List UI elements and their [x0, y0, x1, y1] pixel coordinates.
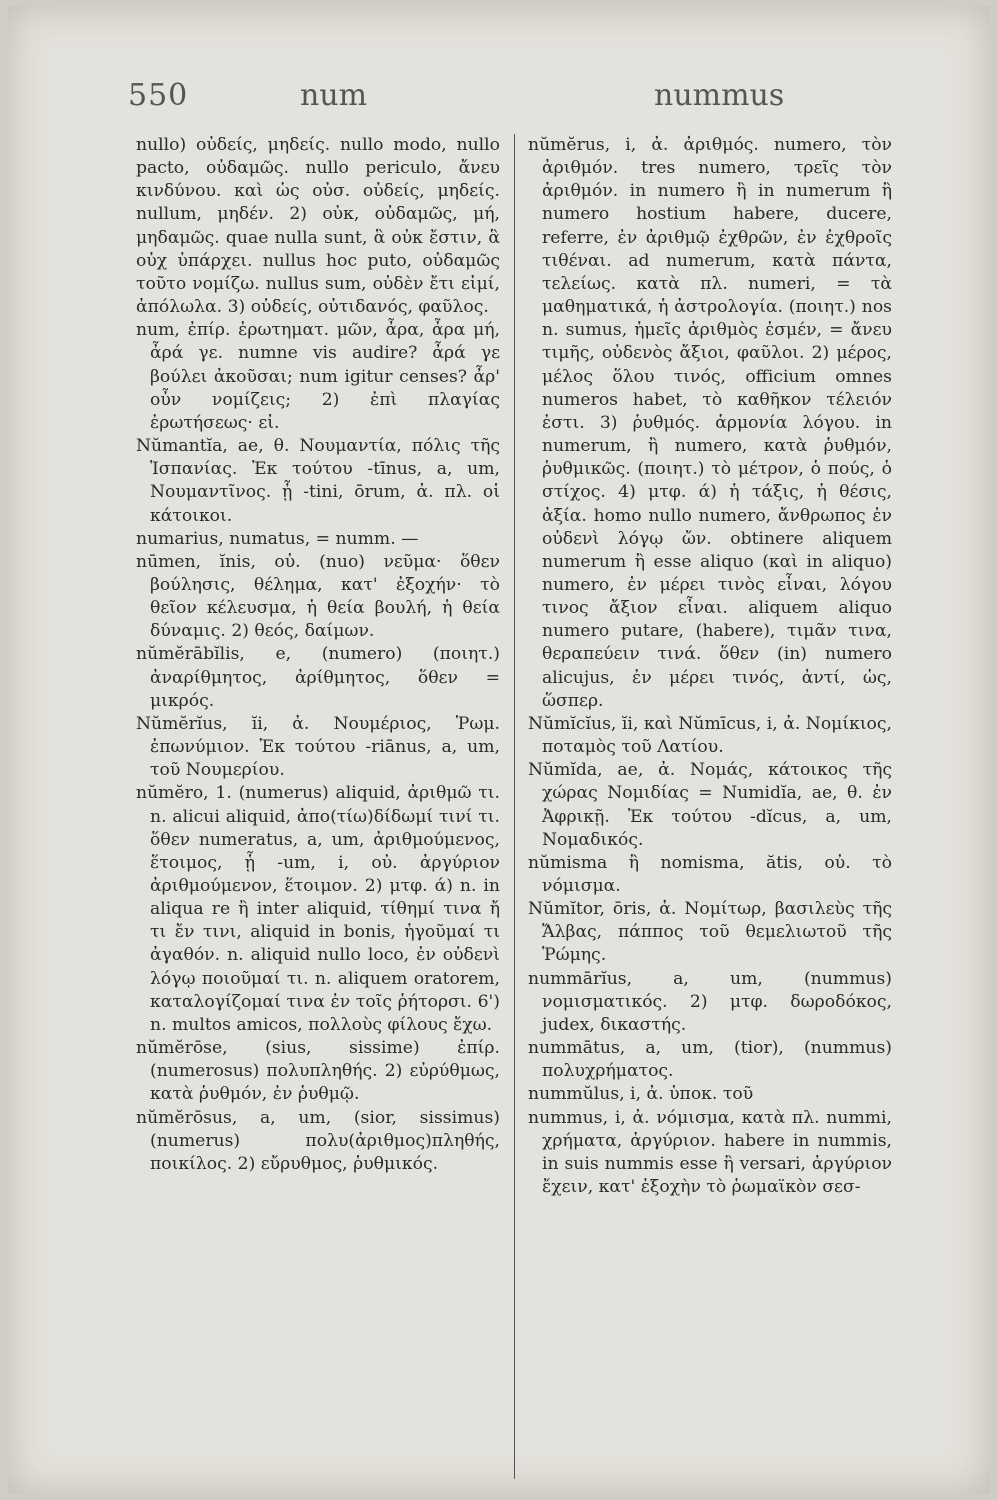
dictionary-entry: Nŭmĭtor, ōris, ἀ. Νομίτωρ, βασιλεὺς τῆς Ἄλβας, πάππος τοῦ θεμελιωτοῦ τῆς Ῥώμης. — [528, 899, 892, 966]
dictionary-entry: nummārĭus, a, um, (nummus) νομισματικός. 2) μτφ. δωροδόκος, judex, δικαστής. — [528, 968, 892, 1035]
dictionary-entry: Nŭmĕrĭus, ĭi, ἀ. Νουμέριος, Ῥωμ. ἐπωνύμιον. Ἐκ τούτου -riānus, a, um, τοῦ Νουμερίου. — [136, 713, 500, 781]
dictionary-page — [8, 6, 990, 1494]
dictionary-entry: numarius, numatus, = numm. — — [136, 528, 419, 549]
guide-word-left: num — [300, 78, 368, 113]
dictionary-entry: nūmen, ĭnis, οὐ. (nuo) νεῦμα· ὅθεν βούλησις, θέλημα, κατ' ἐξοχήν· τὸ θεῖον κέλευσμα, ἡ θεία βουλή, ἡ θεία δύναμις. 2) θεός, δαίμων. — [136, 551, 500, 642]
dictionary-entry: Nŭmĭda, ae, ἀ. Νομάς, κάτοικος τῆς χώρας Νομιδίας = Numidĭa, ae, θ. ἐν Ἀφρικῇ. Ἐκ τούτου -dĭcus, a, um, Νομαδικός. — [528, 760, 892, 850]
dictionary-entry: nullo) οὐδείς, μηδείς. nullo modo, nullo pacto, οὐδαμῶς. nullo periculo, ἄνευ κινδύνου. καὶ ὡς οὐσ. οὐδείς, μηδείς. nullum, μηδέν. 2) οὐκ, οὐδαμῶς, μή, μηδαμῶς. quae nulla sunt, ἃ οὐκ ἔστιν, ἃ οὐχ ὑπάρχει. nullus hoc puto, οὐδαμῶς τοῦτο νομίζω. nullus sum, οὐδὲν ἔτι εἰμί, ἀπόλωλα. 3) οὐδείς, οὐτιδανός, φαῦλος. — [136, 135, 500, 318]
dictionary-entry: num, ἐπίρ. ἐρωτηματ. μῶν, ἆρα, ἆρα μή, ἆρά γε. numne vis audire? ἆρά γε βούλει ἀκοῦσαι; num igitur censes? ἆρ' οὖν νομίζεις; 2) ἐπὶ πλαγίας ἐρωτήσεως· εἰ. — [136, 320, 500, 433]
page-number: 550 — [128, 78, 189, 113]
page-header — [8, 78, 990, 118]
column-divider — [514, 134, 515, 1479]
dictionary-entry: Nŭmantĭa, ae, θ. Νουμαντία, πόλις τῆς Ἱσπανίας. Ἐκ τούτου -tīnus, a, um, Νουμαντῖνος. ᾗ -tini, ōrum, ἀ. πλ. οἱ κάτοικοι. — [136, 436, 500, 526]
dictionary-entry: Nŭmĭcĭus, ĭi, καὶ Nŭmīcus, i, ἀ. Νομίκιος, ποταμὸς τοῦ Λατίου. — [528, 713, 892, 758]
dictionary-entry: nŭmĕrōsus, a, um, (sior, sissimus) (numerus) πολυ(ἀριθμος)πληθής, ποικίλος. 2) εὔρυθμος, ῥυθμικός. — [136, 1107, 500, 1174]
guide-word-right: nummus — [654, 78, 785, 113]
dictionary-entry: nummŭlus, i, ἀ. ὑποκ. τοῦ — [528, 1084, 754, 1105]
dictionary-entry: nŭmisma ἢ nomisma, ătis, οὐ. τὸ νόμισμα. — [528, 852, 892, 896]
dictionary-entry: nummus, i, ἀ. νόμισμα, κατὰ πλ. nummi, χρήματα, ἀργύριον. habere in nummis, in suis nummis esse ἢ versari, ἀργύριον ἔχειν, κατ' ἐξοχὴν τὸ ῥωμαϊκὸν σεσ- — [528, 1107, 892, 1198]
dictionary-entry: nŭmĕrōse, (sius, sissime) ἐπίρ. (numerosus) πολυπληθής. 2) εὐρύθμως, κατὰ ῥυθμόν, ἐν ῥυθμῷ. — [136, 1038, 500, 1105]
dictionary-entry: nŭmĕro, 1. (numerus) aliquid, ἀριθμῶ τι. n. alicui aliquid, ἀπο(τίω)δίδωμί τινί τι. ὅθεν numeratus, a, um, ἀριθμούμενος, ἕτοιμος, ᾗ -um, i, οὐ. ἀργύριον ἀριθμούμενον, ἕτοιμον. 2) μτφ. ά) n. in aliqua re ἢ inter aliquid, τίθημί τινα ἤ τι ἔν τινι, aliquid in bonis, ἡγοῦμαί τι ἀγαθόν. n. aliquid nullo loco, ἐν οὐδενὶ λόγῳ ποιοῦμαί τι. n. aliquem oratorem, καταλογίζομαί τινα ἐν τοῖς ῥήτορσι. 6') n. multos amicos, πολλοὺς φίλους ἔχω. — [136, 783, 500, 1035]
dictionary-entry: nŭmĕrābĭlis, e, (numero) (ποιητ.) ἀναρίθμητος, ἀρίθμητος, ὅθεν = μικρός. — [136, 644, 500, 711]
left-column — [136, 134, 500, 1176]
right-column — [528, 134, 892, 1199]
dictionary-entry: nŭmĕrus, i, ἀ. ἀριθμός. numero, τὸν ἀριθμόν. tres numero, τρεῖς τὸν ἀριθμόν. in numero ἢ in numerum ἢ numero hostium habere, ducere, referre, ἐν ἀριθμῷ ἐχθρῶν, ἐν ἐχθροῖς τιθέναι. ad numerum, κατὰ πάντα, τελείως. κατὰ πλ. numeri, = τὰ μαθηματικά, ἡ ἀστρολογία. (ποιητ.) nos n. sumus, ἡμεῖς ἀριθμὸς ἐσμέν, = ἄνευ τιμῆς, οὐδενὸς ἄξιοι, φαῦλοι. 2) μέρος, μέλος ὅλου τινός, officium omnes numeros habet, τὸ καθῆκον τέλειόν ἐστι. 3) ῥυθμός. ἁρμονία λόγου. in numerum, ἢ numero, κατὰ ῥυθμόν, ῥυθμικῶς. (ποιητ.) τὸ μέτρον, ὁ πούς, ὁ στίχος. 4) μτφ. ά) ἡ τάξις, ἡ θέσις, ἀξία. homo nullo numero, ἄνθρωπος ἐν οὐδενὶ λόγῳ ὤν. obtinere aliquem numerum ἢ esse aliquo (καὶ in aliquo) numero, ἐν μέρει τινὸς εἶναι, λόγου τινος ἄξιον εἶναι. aliquem aliquo numero putare, (habere), τιμᾶν τινα, θεραπεύειν τινά. ὅθεν (in) numero alicujus, ἐν μέρει τινός, ἀντί, ὡς, ὥσπερ. — [528, 135, 892, 711]
dictionary-entry: nummātus, a, um, (tior), (nummus) πολυχρήματος. — [528, 1038, 892, 1082]
